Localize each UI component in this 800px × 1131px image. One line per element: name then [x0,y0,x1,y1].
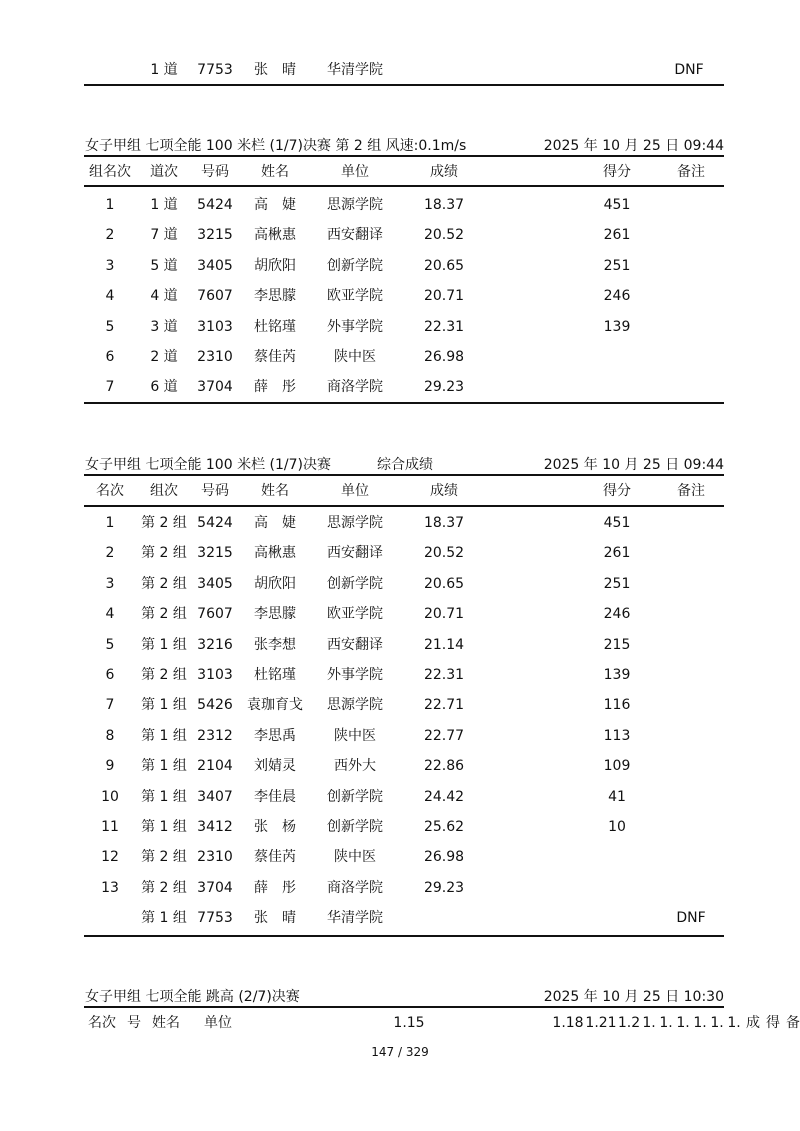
unit-cell: 华清学院 [327,62,383,78]
table-row [84,220,724,250]
points-cell [584,372,650,402]
group-cell: 第 1 组 [141,727,187,744]
result-cell: 20.71 [423,288,465,305]
result-cell: 20.52 [423,545,465,562]
unit-cell: 外事学院 [327,318,383,335]
table-row [84,372,724,402]
result-cell: 22.31 [423,667,465,683]
table-row [84,251,724,281]
column-header: 1.15 [393,1015,425,1031]
unit-cell: 思源学院 [327,515,383,531]
note-cell [656,751,726,781]
points-cell: 139 [603,318,631,335]
unit-cell: 思源学院 [327,197,383,213]
divider [84,474,724,476]
divider [84,402,724,404]
column-header: 1. [659,1015,673,1031]
name-cell: 刘婧灵 [254,758,296,775]
name-cell: 胡欣阳 [254,575,296,592]
result-cell: 20.65 [423,257,465,274]
note-cell [656,190,726,220]
table-row [84,690,724,720]
rank-cell: 4 [105,606,115,623]
result-cell: 25.62 [423,819,465,835]
group-cell: 第 2 组 [141,606,187,623]
name-cell: 袁珈育戈 [247,697,303,714]
rank-cell: 9 [105,758,115,775]
divider [84,505,724,507]
column-header: 1. [642,1015,656,1031]
name-cell: 杜铭瑾 [254,318,296,335]
name-cell: 李思朦 [254,606,296,623]
bib-cell: 3103 [197,667,233,683]
group-cell: 第 1 组 [141,910,187,927]
column-header: 名次 [96,483,124,499]
bib-cell: 7607 [197,288,233,305]
column-header: 1.2 [617,1015,641,1031]
column-header: 单位 [204,1015,232,1031]
unit-cell: 创新学院 [327,575,383,592]
points-cell: 251 [603,257,631,274]
note-cell: DNF [674,62,704,78]
column-header: 组次 [150,483,178,499]
rank-cell: 7 [105,379,115,396]
column-header: 1. [710,1015,724,1031]
unit-cell: 陕中医 [334,727,376,744]
unit-cell: 西外大 [334,758,376,775]
group-cell: 第 1 组 [141,636,187,653]
column-header: 得 [766,1015,780,1031]
unit-cell: 陕中医 [334,349,376,365]
rank-cell: 6 [105,667,115,683]
note-cell [656,721,726,751]
divider [84,1006,724,1008]
column-header: 号码 [201,483,229,499]
group-cell: 1 道 [150,197,178,213]
unit-cell: 商洛学院 [327,379,383,396]
overall-title: 女子甲组 七项全能 100 米栏 (1/7)决赛 [85,457,331,473]
column-header: 备注 [677,164,705,180]
rank-cell: 2 [105,227,115,244]
unit-cell: 创新学院 [327,257,383,274]
table-row [84,842,724,872]
note-cell: DNF [676,910,706,927]
rank-cell: 1 [105,515,115,531]
table-row [84,599,724,629]
name-cell: 蔡佳芮 [254,849,296,866]
table-row [84,903,724,933]
column-header: 1. [676,1015,690,1031]
overall-timestamp: 2025 年 10 月 25 日 09:44 [543,457,724,473]
group-cell: 第 2 组 [141,667,187,683]
unit-cell: 陕中医 [334,849,376,866]
bib-cell: 5426 [197,697,233,714]
column-header: 得分 [603,483,631,499]
note-cell [656,342,726,372]
result-cell: 24.42 [423,788,465,805]
column-header: 姓名 [261,164,289,180]
bib-cell: 3215 [197,545,233,562]
table-row [84,782,724,812]
column-header: 成绩 [430,483,458,499]
result-cell: 26.98 [423,849,465,866]
column-header: 姓名 [152,1015,180,1031]
name-cell: 李佳晨 [254,788,296,805]
overall-subtitle: 综合成绩 [377,457,433,473]
bib-cell: 3215 [197,227,233,244]
bib-cell: 7607 [197,606,233,623]
points-cell: 116 [603,697,631,714]
group-cell: 3 道 [150,318,178,335]
result-cell: 22.86 [423,758,465,775]
points-cell: 109 [603,758,631,775]
name-cell: 张 晴 [254,910,296,927]
note-cell [656,599,726,629]
note-cell [656,873,726,903]
rank-cell: 8 [105,727,115,744]
table-row [84,190,724,220]
points-cell: 41 [608,788,626,805]
group-cell: 第 2 组 [141,545,187,562]
result-cell: 20.65 [423,575,465,592]
divider [84,935,724,937]
note-cell [656,508,726,538]
column-header: 单位 [341,483,369,499]
note-cell [656,660,726,690]
bib-cell: 2310 [197,849,233,866]
table-row [84,569,724,599]
name-cell: 高 婕 [254,515,296,531]
note-cell [656,842,726,872]
heat2-title: 女子甲组 七项全能 100 米栏 (1/7)决赛 第 2 组 风速:0.1m/s [85,138,467,154]
column-header: 号码 [201,164,229,180]
column-header: 1.18 [552,1015,584,1031]
points-cell [584,842,650,872]
heat2-table-header [84,158,724,186]
result-cell: 22.77 [423,727,465,744]
name-cell: 张 杨 [254,819,296,835]
column-header: 单位 [341,164,369,180]
table-row [84,751,724,781]
points-cell: 261 [603,545,631,562]
name-cell: 高楸惠 [254,227,296,244]
table-row [84,660,724,690]
lane-cell: 1 道 [150,62,178,78]
name-cell: 杜铭瑾 [254,667,296,683]
name-cell: 张 晴 [254,62,296,78]
group-cell: 5 道 [150,257,178,274]
unit-cell: 西安翻译 [327,636,383,653]
result-cell: 26.98 [423,349,465,365]
note-cell [656,569,726,599]
rank-cell [84,903,136,933]
group-cell: 第 1 组 [141,758,187,775]
name-cell: 张李想 [254,636,296,653]
column-header: 成绩 [430,164,458,180]
group-cell: 第 1 组 [141,697,187,714]
rank-cell: 6 [105,349,115,365]
table-row [84,342,724,372]
rank-cell: 13 [101,879,119,896]
bib-cell: 2310 [197,349,233,365]
unit-cell: 西安翻译 [327,545,383,562]
result-cell: 18.37 [423,515,465,531]
column-header: 1.21 [585,1015,617,1031]
table-row [84,312,724,342]
note-cell [656,281,726,311]
bib-cell: 3216 [197,636,233,653]
points-cell: 246 [603,288,631,305]
group-cell: 第 2 组 [141,879,187,896]
note-cell [656,782,726,812]
group-cell: 第 2 组 [141,849,187,866]
rank-cell: 11 [101,819,119,835]
group-cell: 第 2 组 [141,575,187,592]
rank-cell: 5 [105,318,115,335]
rank-cell: 3 [105,257,115,274]
column-header: 1. [693,1015,707,1031]
bib-cell: 3412 [197,819,233,835]
table-row [84,281,724,311]
column-header: 得分 [603,164,631,180]
result-cell: 22.71 [423,697,465,714]
bib-cell: 5424 [197,197,233,213]
table-row [84,812,724,842]
unit-cell: 华清学院 [327,910,383,927]
rank-cell: 10 [101,788,119,805]
rank-cell: 1 [105,197,115,213]
points-cell [584,903,650,933]
bib-cell: 3405 [197,257,233,274]
heat2-timestamp: 2025 年 10 月 25 日 09:44 [543,138,724,154]
points-cell [584,873,650,903]
group-cell: 第 1 组 [141,788,187,805]
result-cell: 20.71 [423,606,465,623]
rank-cell: 12 [101,849,119,866]
name-cell: 薛 彤 [254,379,296,396]
unit-cell: 欧亚学院 [327,606,383,623]
bib-cell: 2312 [197,727,233,744]
note-cell [656,690,726,720]
unit-cell: 创新学院 [327,819,383,835]
name-cell: 高楸惠 [254,545,296,562]
bib-cell: 5424 [197,515,233,531]
group-cell: 第 2 组 [141,515,187,531]
column-header: 备注 [677,483,705,499]
points-cell [584,342,650,372]
column-header: 名次 [88,1015,116,1031]
result-cell: 18.37 [423,197,465,213]
points-cell: 215 [603,636,631,653]
points-cell: 113 [603,727,631,744]
column-header: 成 [746,1015,760,1031]
table-row [84,508,724,538]
group-cell: 4 道 [150,288,178,305]
column-header: 道次 [150,164,178,180]
divider [84,185,724,187]
column-header: 组名次 [89,164,131,180]
page-number: 147 / 329 [371,1045,429,1059]
table-row [84,538,724,568]
result-cell [409,903,479,933]
bib-cell: 2104 [197,758,233,775]
rank-cell: 5 [105,636,115,653]
unit-cell: 思源学院 [327,697,383,714]
points-cell: 261 [603,227,631,244]
column-header: 备 [786,1015,800,1031]
highjump-table-header [84,1009,800,1037]
table-row [84,630,724,660]
note-cell [656,372,726,402]
note-cell [656,220,726,250]
group-cell: 6 道 [150,379,178,396]
bib-cell: 7753 [197,910,233,927]
note-cell [656,251,726,281]
bib-cell: 3704 [197,379,233,396]
points-cell: 246 [603,606,631,623]
group-cell: 2 道 [150,349,178,365]
rank-cell: 7 [105,697,115,714]
group-cell: 7 道 [150,227,178,244]
name-cell: 蔡佳芮 [254,349,296,365]
unit-cell: 商洛学院 [327,879,383,896]
previous-heat-row [84,55,724,85]
note-cell [656,312,726,342]
note-cell [656,538,726,568]
bib-cell: 3704 [197,879,233,896]
group-cell: 第 1 组 [141,819,187,835]
points-cell: 451 [603,197,631,213]
note-cell [656,630,726,660]
rank-cell: 4 [105,288,115,305]
table-row [84,721,724,751]
points-cell: 451 [603,515,631,531]
unit-cell: 西安翻译 [327,227,383,244]
highjump-title: 女子甲组 七项全能 跳高 (2/7)决赛 [85,989,300,1005]
unit-cell: 欧亚学院 [327,288,383,305]
result-cell: 29.23 [423,879,465,896]
result-cell: 20.52 [423,227,465,244]
name-cell: 李思朦 [254,288,296,305]
bib-cell: 3103 [197,318,233,335]
unit-cell: 创新学院 [327,788,383,805]
points-cell: 251 [603,575,631,592]
rank-cell: 3 [105,575,115,592]
divider [84,155,724,157]
bib-cell: 7753 [197,62,233,78]
name-cell: 胡欣阳 [254,257,296,274]
result-cell: 22.31 [423,318,465,335]
result-cell: 21.14 [423,636,465,653]
table-row [84,873,724,903]
overall-table-header [84,477,724,505]
points-cell: 139 [603,667,631,683]
bib-cell: 3405 [197,575,233,592]
unit-cell: 外事学院 [327,667,383,683]
highjump-timestamp: 2025 年 10 月 25 日 10:30 [543,989,724,1005]
bib-cell: 3407 [197,788,233,805]
result-cell: 29.23 [423,379,465,396]
name-cell: 高 婕 [254,197,296,213]
column-header: 1. [727,1015,741,1031]
points-cell: 10 [608,819,626,835]
rank-cell: 2 [105,545,115,562]
column-header: 姓名 [261,483,289,499]
note-cell [656,812,726,842]
name-cell: 李思禹 [254,727,296,744]
column-header: 号 [127,1015,141,1031]
name-cell: 薛 彤 [254,879,296,896]
divider [84,84,724,86]
